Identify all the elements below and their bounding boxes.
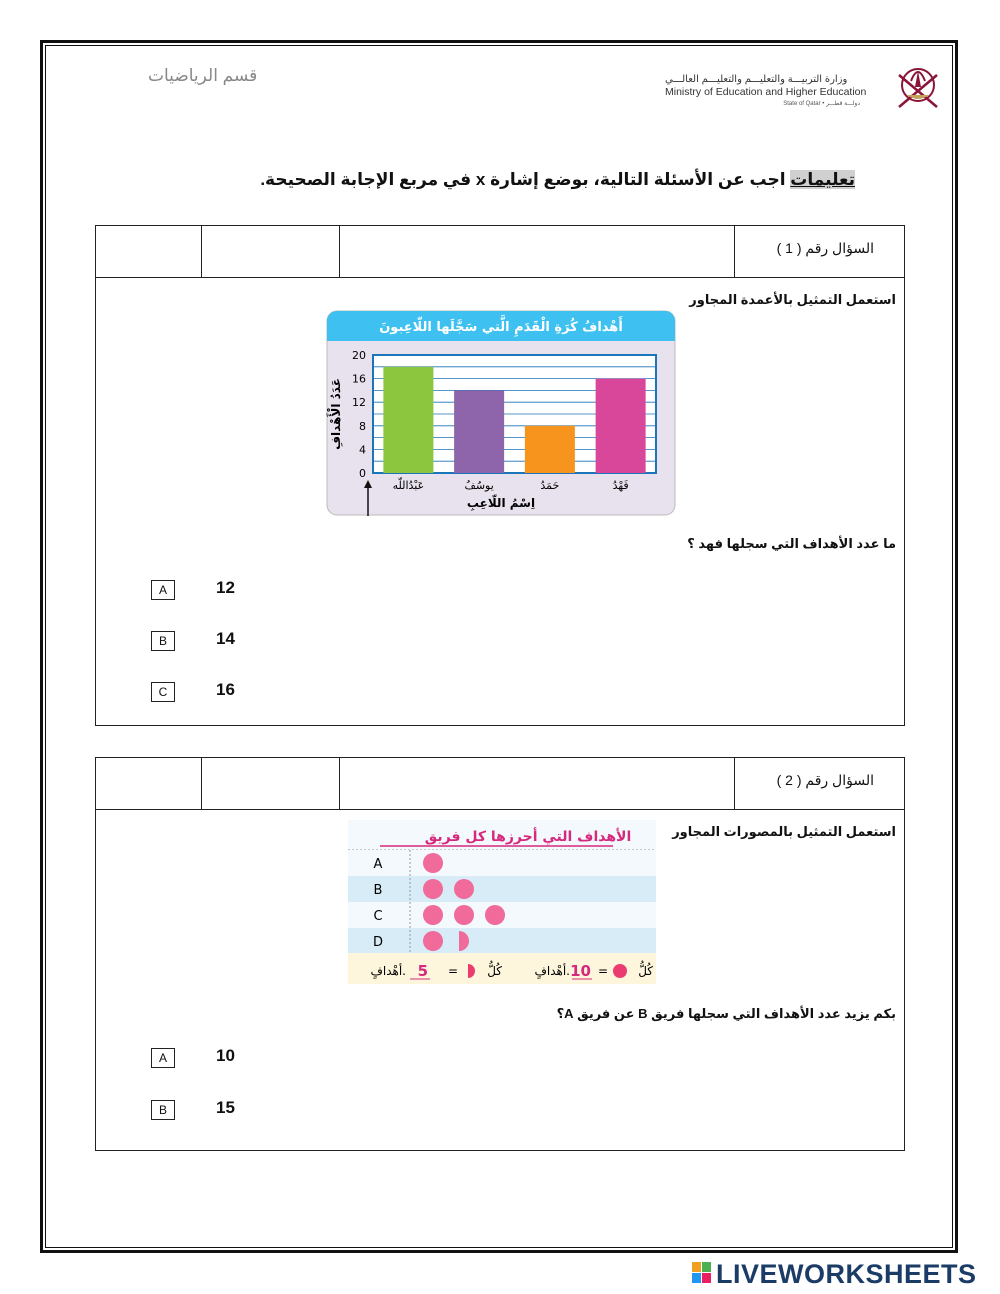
- ministry-logo-text: [665, 74, 885, 110]
- key-half-eq: =: [447, 964, 458, 978]
- header-divider: [201, 226, 202, 277]
- y-tick-label: 4: [359, 443, 366, 457]
- pictograph-row: [348, 876, 656, 902]
- x-tick-label: يوسُفُ: [464, 479, 494, 492]
- option-b-checkbox[interactable]: B: [151, 1100, 175, 1120]
- option-a-checkbox[interactable]: A: [151, 580, 175, 600]
- bar-1: [383, 367, 433, 473]
- question-2-body: [95, 810, 905, 1151]
- option-c-checkbox[interactable]: C: [151, 682, 175, 702]
- goal-circle-icon: [423, 931, 443, 951]
- header-divider: [339, 758, 340, 809]
- instructions-text: اجب عن الأسئلة التالية، بوضع إشارة x في مربع الإجابة الصحيحة.: [260, 170, 791, 189]
- y-tick-label: 20: [352, 349, 366, 362]
- pictograph-title: الأهداف التي أحرزها كل فريق: [424, 829, 632, 845]
- x-axis-label: اِسْمُ اللّاعِبِ: [466, 496, 536, 510]
- pictograph-row: [348, 928, 656, 954]
- instructions: [260, 170, 855, 190]
- pictograph-row: [348, 850, 656, 876]
- team-label: A: [373, 857, 383, 872]
- state-name: State of Qatar • دولـــة قطـــر: [783, 101, 860, 107]
- liveworksheets-logo-icon: [692, 1262, 712, 1284]
- bar-4: [596, 379, 646, 473]
- goals-bar-chart: [326, 310, 676, 516]
- y-tick-label: 12: [352, 396, 366, 410]
- key-full-eq: =: [597, 964, 608, 978]
- question-1-header: [95, 225, 905, 278]
- key-full-circle-icon: [613, 964, 627, 978]
- header-divider: [734, 758, 735, 809]
- option-a-value: 10: [216, 1046, 235, 1065]
- brand-name: LIVEWORKSHEETS: [716, 1259, 977, 1289]
- option-a-value: 12: [216, 578, 235, 597]
- question-1-prompt: استعمل التمثيل بالأعمدة المجاور: [689, 292, 896, 307]
- question-1-body: [95, 278, 905, 726]
- goal-circle-icon: [454, 905, 474, 925]
- instructions-label: تعليمات: [790, 170, 855, 189]
- header-divider: [201, 758, 202, 809]
- bar-3: [525, 426, 575, 473]
- team-goals-pictograph: [348, 820, 656, 984]
- option-a-checkbox[interactable]: A: [151, 1048, 175, 1068]
- key-half-prefix: كُلُّ: [487, 964, 502, 978]
- goal-circle-icon: [423, 879, 443, 899]
- bar-2: [454, 390, 504, 473]
- qatar-emblem-icon: [893, 57, 943, 117]
- team-label: B: [373, 883, 383, 898]
- chart-title: أَهْدافُ كُرَةِ الْقَدَمِ الَّتي سَجَّلَها اللّاعِبونَ: [379, 320, 623, 335]
- x-tick-label: فَهْدُ: [612, 479, 629, 492]
- question-1-text: ما عدد الأهداف التي سجلها فهد ؟: [687, 536, 896, 551]
- question-2-prompt: استعمل التمثيل بالمصورات المجاور: [672, 824, 896, 839]
- y-tick-label: 8: [359, 419, 366, 433]
- key-full-suffix: أهْدافٍ.: [534, 964, 570, 978]
- key-half-suffix: أهْدافٍ.: [370, 964, 406, 978]
- option-b-value: 15: [216, 1098, 235, 1117]
- goal-circle-icon: [423, 905, 443, 925]
- department-title: قسم الرياضيات: [148, 66, 258, 85]
- x-tick-label: حَمَدُ: [540, 479, 560, 492]
- y-tick-label: 16: [352, 372, 366, 386]
- goal-circle-icon: [454, 879, 474, 899]
- key-half-value: 5: [417, 962, 428, 980]
- header-divider: [734, 226, 735, 277]
- y-axis-label: عَدَدُ الْأَهْدافِ: [329, 378, 343, 450]
- question-2-number: السؤال رقم ( 2 ): [776, 772, 874, 788]
- goal-circle-icon: [485, 905, 505, 925]
- ministry-name-en: Ministry of Education and Higher Education: [665, 86, 867, 98]
- header-divider: [339, 226, 340, 277]
- question-2-text: بكم يزيد عدد الأهداف التي سجلها فريق B عن فريق A؟: [556, 1006, 896, 1021]
- question-1-number: السؤال رقم ( 1 ): [776, 240, 874, 256]
- option-c-value: 16: [216, 680, 235, 699]
- question-2-header: [95, 757, 905, 810]
- goal-circle-icon: [423, 853, 443, 873]
- ministry-name-ar: وزارة التربيـــة والتعليـــم والتعليـــم العالـــي: [665, 74, 848, 85]
- y-tick-label: 0: [359, 467, 366, 480]
- team-label: D: [372, 935, 384, 950]
- key-full-value: 10: [570, 962, 591, 980]
- key-full-prefix: كُلُّ: [638, 964, 653, 978]
- x-tick-label: عَبْدُاللّه: [392, 479, 425, 492]
- option-b-checkbox[interactable]: B: [151, 631, 175, 651]
- option-b-value: 14: [216, 629, 235, 648]
- team-label: C: [373, 909, 383, 924]
